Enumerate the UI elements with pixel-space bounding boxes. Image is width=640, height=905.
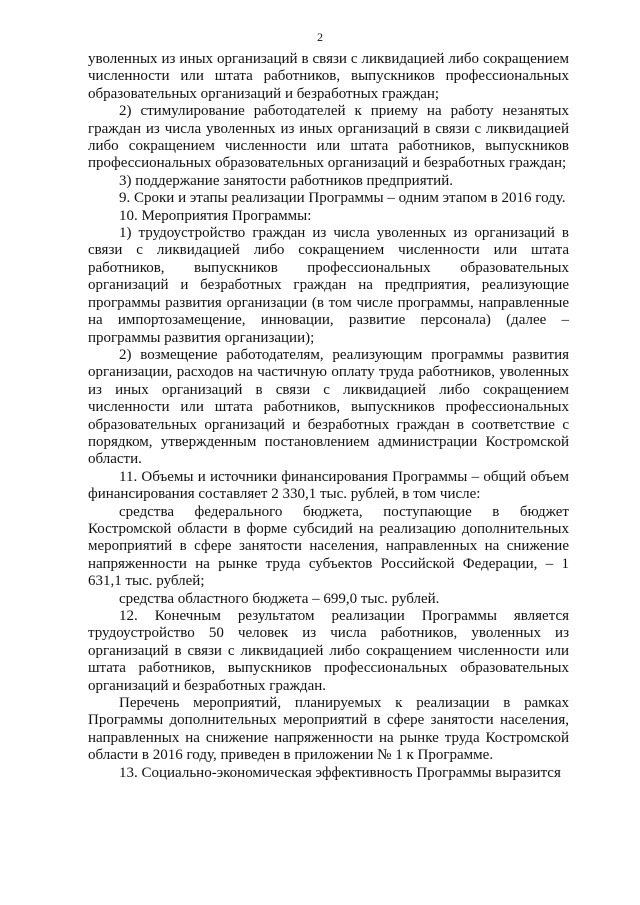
paragraph-federal-funds: средства федерального бюджета, поступающие в бюджет Костромской области в форме субсидий на реализацию дополнительных мероприятий в сфере занятости населения, направленных на снижение напряженности на рынке труда субъектов Российской Федерации, – 1 631,1 тыс. рублей;: [88, 503, 569, 590]
paragraph-measure-2-compensation: 2) возмещение работодателям, реализующим программы развития организации, расходов на частичную оплату труда работников, уволенных из иных организаций в связи с ликвидацией либо сокращением численности или штата работников, выпускников профессиональных образовательных организаций и безработных граждан в соответствие с порядком, утвержденным постановлением администрации Костромской области.: [88, 346, 569, 468]
paragraph-measures-list: Перечень мероприятий, планируемых к реализации в рамках Программы дополнительных мероприятий в сфере занятости населения, направленных на снижение напряженности на рынке труда Костромской области в 2016 году, приведен в приложении № 1 к Программе.: [88, 695, 569, 764]
paragraph-regional-funds: средства областного бюджета – 699,0 тыс. рублей.: [119, 590, 440, 607]
paragraph-item-2-stimulation: 2) стимулирование работодателей к приему на работу незанятых граждан из числа уволенных из иных организаций в связи с ликвидацией либо сокращением численности или штата работников, выпускников профессиональных образовательных организаций и безработных граждан;: [88, 103, 569, 172]
page-number: 2: [317, 30, 323, 44]
paragraph-section-13-efficiency: 13. Социально-экономическая эффективность Программы выразится: [119, 764, 561, 781]
paragraph-section-10-heading: 10. Мероприятия Программы:: [119, 207, 312, 224]
paragraph-section-9-terms: 9. Сроки и этапы реализации Программы – одним этапом в 2016 году.: [119, 190, 566, 207]
paragraph-item-3-support: 3) поддержание занятости работников предприятий.: [119, 172, 453, 189]
paragraph-section-11-funding: 11. Объемы и источники финансирования Программы – общий объем финансирования составляет 2 330,1 тыс. рублей, в том числе:: [88, 468, 569, 503]
paragraph-section-12-result: 12. Конечным результатом реализации Программы является трудоустройство 50 человек из числа работников, уволенных из организаций в связи с ликвидацией либо сокращением численности или штата работников, выпускников профессиональных образовательных организаций и безработных граждан.: [88, 608, 569, 694]
paragraph-continuation: уволенных из иных организаций в связи с ликвидацией либо сокращением численности или штата работников, выпускников профессиональных образовательных организаций и безработных граждан;: [88, 51, 569, 102]
body-text: [88, 51, 569, 782]
paragraph-measure-1-employment: 1) трудоустройство граждан из числа уволенных из организаций в связи с ликвидацией либо сокращением численности или штата работников, выпускников профессиональных образовательных организаций и безработных граждан на предприятия, реализующие программы развития организации (в том числе программы, направленные на импортозамещение, инновации, развитие персонала) (далее – программы развития организации);: [88, 225, 569, 346]
